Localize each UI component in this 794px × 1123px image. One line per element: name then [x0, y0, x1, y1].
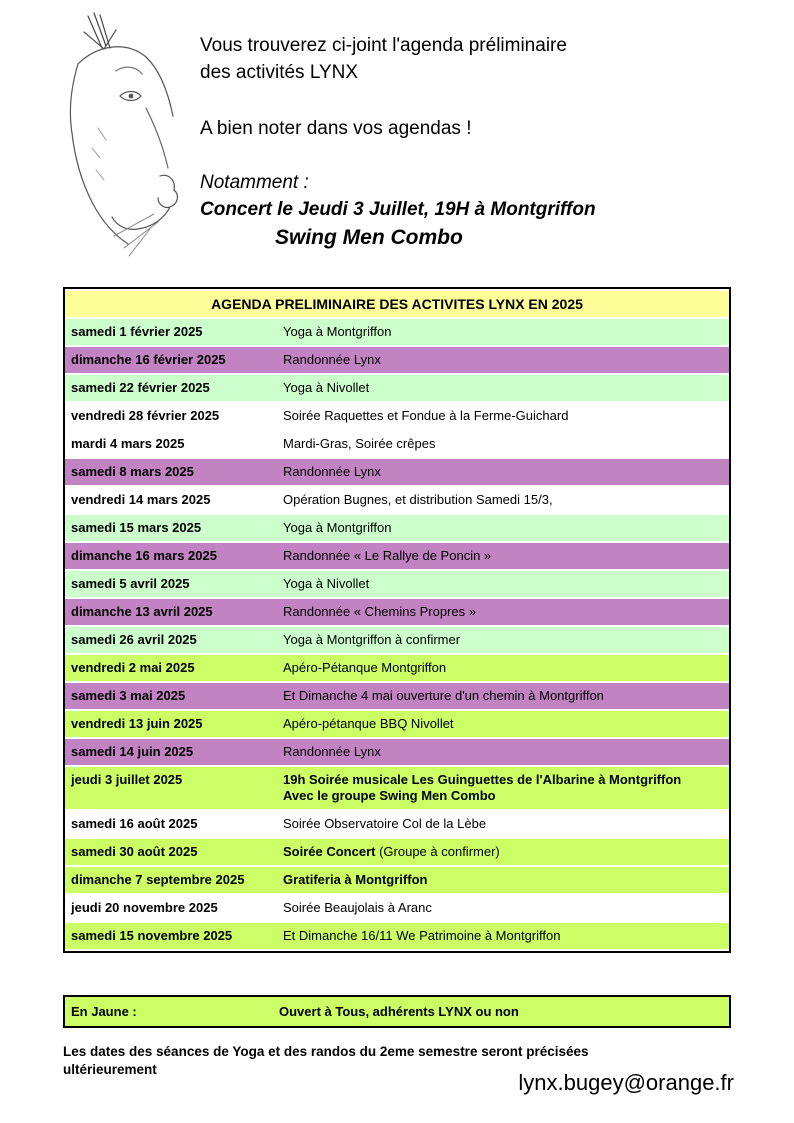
row-date: jeudi 3 juillet 2025 [65, 767, 277, 809]
row-activity-text: Randonnée Lynx [283, 464, 381, 479]
intro-line-2: des activités LYNX [200, 62, 359, 83]
legend-text: Ouvert à Tous, adhérents LYNX ou non [279, 1004, 519, 1019]
row-date: samedi 15 mars 2025 [65, 515, 277, 541]
table-row [65, 487, 729, 513]
row-activity-text: Yoga à Montgriffon [283, 520, 392, 535]
row-date: dimanche 16 février 2025 [65, 347, 277, 373]
email-address: lynx.bugey@orange.fr [518, 1070, 734, 1095]
row-activity [277, 543, 729, 569]
row-activity [277, 571, 729, 597]
row-activity-text: 19h Soirée musicale Les Guinguettes de l'Albarine à Montgriffon [283, 772, 682, 787]
row-activity-text: Soirée Concert [283, 844, 376, 859]
footnote: Les dates des séances de Yoga et des randos du 2eme semestre seront précisées ultérieurement [63, 1044, 589, 1077]
row-activity [277, 839, 729, 865]
table-row [65, 839, 729, 865]
table-title: AGENDA PRELIMINAIRE DES ACTIVITES LYNX EN 2025 [65, 291, 729, 317]
table-row [65, 599, 729, 625]
row-activity [277, 319, 729, 345]
row-activity [277, 739, 729, 765]
row-activity [277, 515, 729, 541]
row-activity [277, 347, 729, 373]
row-activity-text: Yoga à Montgriffon [283, 324, 392, 339]
table-row [65, 655, 729, 681]
legend-bar [63, 995, 731, 1028]
row-date: samedi 30 août 2025 [65, 839, 277, 865]
row-activity-text: Soirée Raquettes et Fondue à la Ferme-Guichard [283, 408, 569, 423]
row-activity [277, 895, 729, 921]
note-line: A bien noter dans vos agendas ! [200, 118, 472, 139]
table-row [65, 543, 729, 569]
table-row [65, 347, 729, 373]
agenda-table [63, 287, 731, 953]
row-date: samedi 8 mars 2025 [65, 459, 277, 485]
agenda-table-grid [65, 289, 729, 951]
notamment-line: Notamment : [200, 172, 309, 193]
table-row [65, 867, 729, 893]
row-activity-text: Mardi-Gras, Soirée crêpes [283, 436, 436, 451]
intro-block [200, 32, 760, 250]
row-date: dimanche 7 septembre 2025 [65, 867, 277, 893]
row-activity [277, 923, 729, 949]
concert-line: Concert le Jeudi 3 Juillet, 19H à Montgriffon [200, 199, 596, 220]
table-row [65, 459, 729, 485]
table-row [65, 767, 729, 809]
band-name-line: Swing Men Combo [275, 226, 463, 249]
row-activity-text: Randonnée Lynx [283, 352, 381, 367]
row-date: samedi 16 août 2025 [65, 811, 277, 837]
row-activity-text: Opération Bugnes, et distribution Samedi 15/3, [283, 492, 553, 507]
row-activity [277, 403, 729, 429]
row-activity [277, 431, 729, 457]
row-date: samedi 14 juin 2025 [65, 739, 277, 765]
row-activity [277, 487, 729, 513]
row-date: dimanche 13 avril 2025 [65, 599, 277, 625]
row-date: vendredi 28 février 2025 [65, 403, 277, 429]
row-activity-text: Randonnée « Chemins Propres » [283, 604, 476, 619]
lynx-sketch [28, 8, 198, 273]
row-date: samedi 15 novembre 2025 [65, 923, 277, 949]
table-row [65, 431, 729, 457]
row-activity-text: Gratiferia à Montgriffon [283, 872, 428, 887]
row-activity-line2: Avec le groupe Swing Men Combo [283, 788, 496, 803]
table-row [65, 319, 729, 345]
row-activity [277, 767, 729, 809]
row-date: vendredi 2 mai 2025 [65, 655, 277, 681]
table-row [65, 739, 729, 765]
row-activity-suffix: (Groupe à confirmer) [375, 844, 500, 859]
table-row [65, 627, 729, 653]
table-header-row [65, 291, 729, 317]
row-activity-text: Et Dimanche 4 mai ouverture d'un chemin à Montgriffon [283, 688, 604, 703]
row-date: samedi 26 avril 2025 [65, 627, 277, 653]
row-activity [277, 711, 729, 737]
table-row [65, 683, 729, 709]
row-activity-text: Soirée Beaujolais à Aranc [283, 900, 432, 915]
row-activity [277, 627, 729, 653]
row-activity-text: Soirée Observatoire Col de la Lèbe [283, 816, 487, 831]
row-date: vendredi 13 juin 2025 [65, 711, 277, 737]
table-row [65, 811, 729, 837]
table-row [65, 375, 729, 401]
table-row [65, 571, 729, 597]
row-date: mardi 4 mars 2025 [65, 431, 277, 457]
row-activity [277, 683, 729, 709]
row-date: dimanche 16 mars 2025 [65, 543, 277, 569]
row-activity [277, 811, 729, 837]
row-activity [277, 459, 729, 485]
intro-line-1: Vous trouverez ci-joint l'agenda préliminaire [200, 35, 567, 56]
table-row [65, 515, 729, 541]
row-date: jeudi 20 novembre 2025 [65, 895, 277, 921]
row-activity [277, 655, 729, 681]
legend-label: En Jaune : [71, 1004, 137, 1019]
table-row [65, 711, 729, 737]
row-activity-text: Yoga à Nivollet [283, 576, 370, 591]
row-activity [277, 867, 729, 893]
row-activity-text: Apéro-Pétanque Montgriffon [283, 660, 447, 675]
table-row [65, 923, 729, 949]
row-date: samedi 22 février 2025 [65, 375, 277, 401]
row-activity-text: Et Dimanche 16/11 We Patrimoine à Montgriffon [283, 928, 561, 943]
row-activity-text: Apéro-pétanque BBQ Nivollet [283, 716, 454, 731]
row-activity-text: Randonnée Lynx [283, 744, 381, 759]
row-activity-text: Randonnée « Le Rallye de Poncin » [283, 548, 492, 563]
row-date: samedi 3 mai 2025 [65, 683, 277, 709]
row-activity [277, 599, 729, 625]
lynx-sketch-drawing [28, 8, 198, 268]
row-activity [277, 375, 729, 401]
row-date: samedi 5 avril 2025 [65, 571, 277, 597]
table-row [65, 895, 729, 921]
table-row [65, 403, 729, 429]
row-activity-text: Yoga à Montgriffon à confirmer [283, 632, 461, 647]
row-date: samedi 1 février 2025 [65, 319, 277, 345]
row-date: vendredi 14 mars 2025 [65, 487, 277, 513]
row-activity-text: Yoga à Nivollet [283, 380, 370, 395]
